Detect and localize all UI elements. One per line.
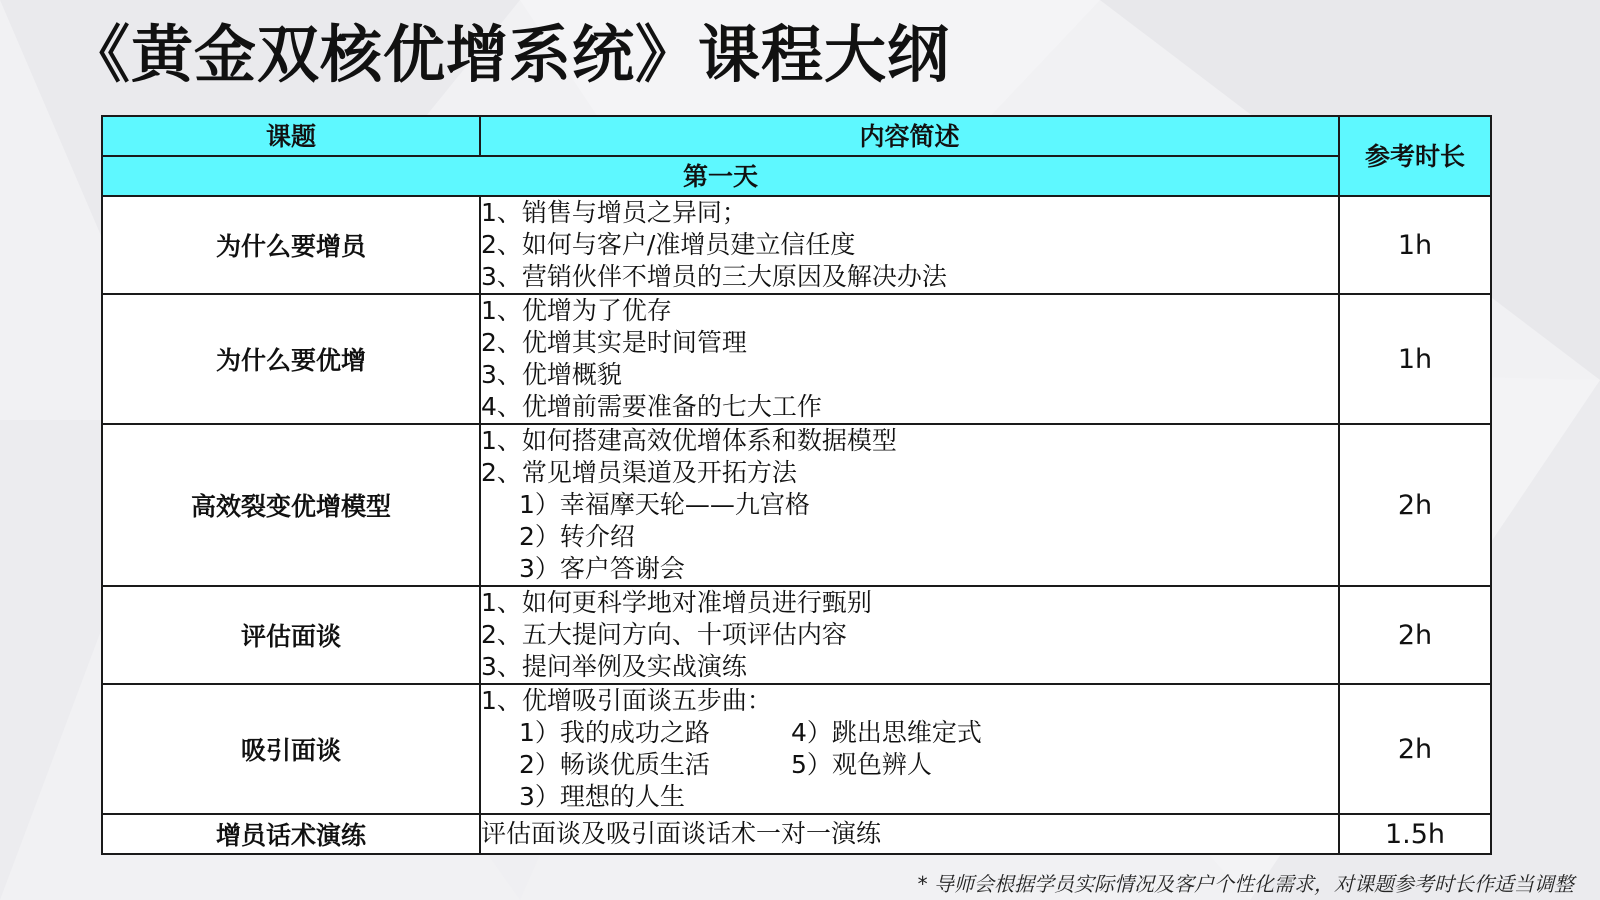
step-item: 1）我的成功之路 [519,718,710,747]
content-line: 2、五大提问方向、十项评估内容 [481,620,847,649]
duration-cell: 1h [1339,294,1491,424]
duration-cell: 1.5h [1339,814,1491,854]
topic-cell: 高效裂变优增模型 [102,424,480,586]
duration-cell: 2h [1339,586,1491,684]
content-line: 4、优增前需要准备的七大工作 [481,392,822,421]
topic-cell: 增员话术演练 [102,814,480,854]
topic-cell: 为什么要优增 [102,294,480,424]
page-title: 《黄金双核优增系统》课程大纲 [68,18,951,91]
step-item: 4）跳出思维定式 [791,718,982,747]
content-line: 评估面谈及吸引面谈话术一对一演练 [481,819,882,848]
day-label: 第一天 [102,156,1339,196]
content-line: 3、营销伙伴不增员的三大原因及解决办法 [481,262,947,291]
table-row [102,586,1491,684]
topic-cell: 吸引面谈 [102,684,480,814]
content-cell [480,586,1339,684]
step-item: 5）观色辨人 [791,750,932,779]
content-subline: 2）转介绍 [519,522,635,551]
content-cell [480,294,1339,424]
content-cell [480,196,1339,294]
footnote: * 导师会根据学员实际情况及客户个性化需求，对课题参考时长作适当调整 [917,872,1574,896]
content-subline: 3）客户答谢会 [519,554,685,583]
table-row [102,424,1491,586]
duration-cell: 1h [1339,196,1491,294]
step-item: 3）理想的人生 [519,782,685,811]
course-outline-table [101,115,1492,855]
content-line: 3、提问举例及实战演练 [481,652,747,681]
content-line: 3、优增概貌 [481,360,622,389]
content-line: 2、优增其实是时间管理 [481,328,747,357]
header-content: 内容简述 [480,116,1339,156]
topic-cell: 评估面谈 [102,586,480,684]
day-row [102,156,1491,196]
header-row [102,116,1491,156]
content-cell [480,424,1339,586]
content-line: 1、如何搭建高效优增体系和数据模型 [481,426,897,455]
table-row [102,294,1491,424]
content-line: 1、如何更科学地对准增员进行甄别 [481,588,872,617]
header-duration: 参考时长 [1339,116,1491,196]
duration-cell: 2h [1339,684,1491,814]
duration-cell: 2h [1339,424,1491,586]
table-row [102,684,1491,814]
steps-row [481,717,1338,749]
content-cell [480,814,1339,854]
content-line: 1、优增为了优存 [481,296,672,325]
steps-row [481,749,1338,781]
table-row [102,196,1491,294]
table-row [102,814,1491,854]
content-line: 1、优增吸引面谈五步曲： [481,686,772,715]
topic-cell: 为什么要增员 [102,196,480,294]
steps-row [481,781,1338,813]
content-line: 2、如何与客户/准增员建立信任度 [481,230,856,259]
content-line: 1、销售与增员之异同； [481,198,747,227]
header-topic: 课题 [102,116,480,156]
content-subline: 1）幸福摩天轮——九宫格 [519,490,810,519]
step-item: 2）畅谈优质生活 [519,750,710,779]
content-cell [480,684,1339,814]
content-line: 2、常见增员渠道及开拓方法 [481,458,797,487]
